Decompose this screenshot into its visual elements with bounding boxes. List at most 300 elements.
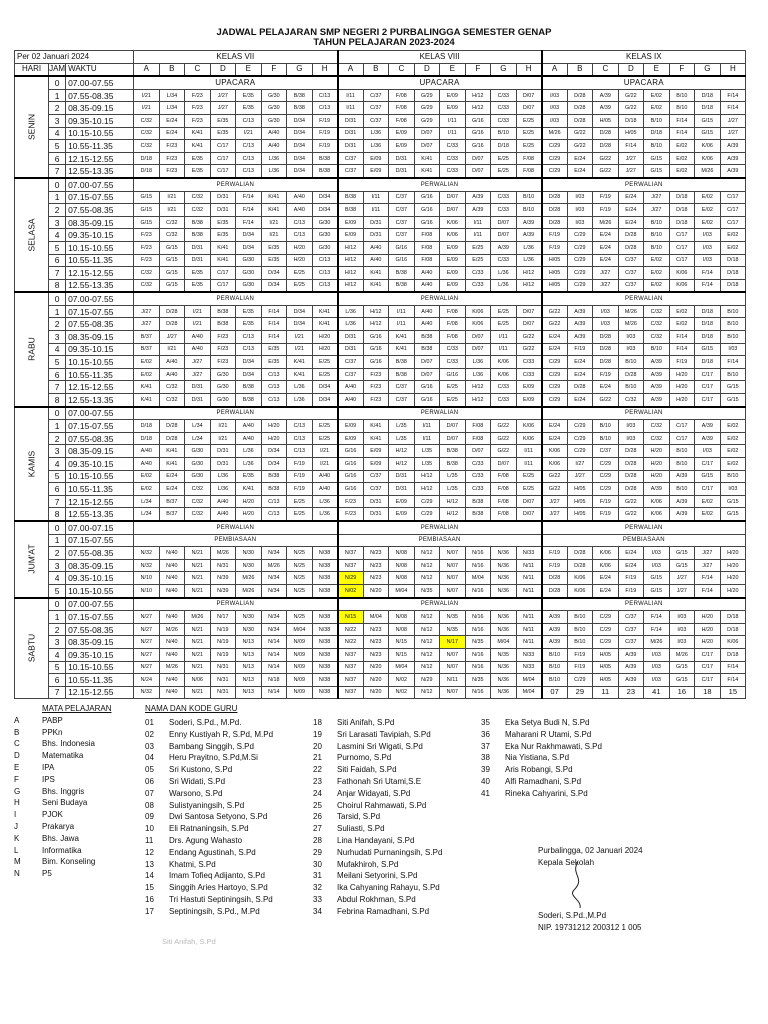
schedule-cell: N/40 [159,559,185,572]
schedule-cell: A/39 [491,241,517,254]
schedule-cell: N/21 [185,636,211,649]
schedule-cell: G/16 [414,381,440,394]
schedule-cell: N/34 [261,611,287,624]
schedule-cell: F/08 [389,102,415,115]
schedule-cell: N/36 [491,611,517,624]
schedule-cell: F/08 [491,470,517,483]
schedule-cell: F/08 [516,152,542,165]
teacher-entry [145,776,273,788]
schedule-cell: A/40 [261,127,287,140]
schedule-cell: G/22 [593,165,619,178]
jam-number: 7 [49,165,66,178]
time-slot: 07.00-07.15 [66,521,134,534]
schedule-cell: G/22 [516,343,542,356]
teacher-name: Fathonah Sri Utami,S.E [337,776,422,786]
teacher-name: Lina Handayani, S.Pd [337,835,415,845]
schedule-cell: N/08 [389,623,415,636]
teacher-name: Maharani R Utami, S.Pd [505,729,592,739]
schedule-cell: I/21 [261,216,287,229]
schedule-cell: N/35 [414,584,440,597]
schedule-cell: D/34 [236,241,262,254]
schedule-cell: E/35 [236,102,262,115]
schedule-cell: N/21 [185,661,211,674]
schedule-cell: N/14 [261,648,287,661]
schedule-cell: D/31 [338,331,364,344]
jam-number: 3 [49,114,66,127]
schedule-cell: A/39 [567,305,593,318]
schedule-cell: N/23 [363,559,389,572]
schedule-cell: K/06 [542,445,568,458]
schedule-cell: C/17 [210,165,236,178]
teacher-code: 07 [145,788,154,798]
schedule-cell: F/19 [312,127,338,140]
schedule-row [15,623,746,636]
schedule-cell: E/02 [695,495,721,508]
schedule-cell: N/23 [363,648,389,661]
signature-role: Kepala Sekolah [538,858,595,867]
schedule-row [15,165,746,178]
schedule-cell: C/13 [236,140,262,153]
jam-number: 4 [49,229,66,242]
schedule-cell: E/24 [593,584,619,597]
jam-number: 1 [49,611,66,624]
subject-code: D [14,751,20,761]
schedule-cell: N/13 [236,636,262,649]
schedule-cell: C/13 [287,420,313,433]
schedule-cell: C/13 [261,508,287,521]
schedule-cell: E/24 [593,572,619,585]
activity-label: PERWALIAN [134,521,338,534]
teacher-code: 12 [145,847,154,857]
schedule-cell: F/19 [542,547,568,560]
teacher-entry [313,729,442,741]
schedule-cell: D/18 [669,191,695,204]
subject-names-column [42,703,112,880]
schedule-cell: N/16 [465,661,491,674]
schedule-cell: G/15 [159,241,185,254]
schedule-row [15,521,746,534]
schedule-cell: N/15 [389,648,415,661]
teacher-code: 31 [313,871,322,881]
schedule-cell: C/37 [338,368,364,381]
teacher-code: 36 [481,729,490,739]
header-row-letters [15,63,746,76]
schedule-cell: F/14 [695,584,721,597]
schedule-cell: H/05 [593,114,619,127]
teacher-name: Alfi Ramadhani, S.Pd [505,776,582,786]
schedule-cell: E/35 [236,305,262,318]
activity-label: PERWALIAN [338,407,542,420]
schedule-cell: N/06 [185,674,211,687]
time-slot: 07.55-08.35 [66,89,134,102]
schedule-cell: N/25 [287,572,313,585]
schedule-cell: E/02 [720,420,746,433]
teacher-name: Siti Faidah, S.Pd [337,765,397,775]
schedule-cell: F/23 [338,508,364,521]
schedule-cell: E/35 [210,229,236,242]
schedule-cell: J/27 [567,470,593,483]
schedule-cell: N/09 [287,661,313,674]
schedule-cell: N/37 [338,661,364,674]
schedule-cell: K/06 [593,559,619,572]
schedule-cell: C/17 [695,661,721,674]
teacher-code: 25 [313,800,322,810]
jam-number: 7 [49,381,66,394]
schedule-cell: F/08 [389,114,415,127]
schedule-cell: E/25 [287,495,313,508]
schedule-cell: D/34 [261,458,287,471]
schedule-cell: E/02 [134,483,160,496]
schedule-cell: E/02 [644,279,670,292]
schedule-cell: C/29 [593,483,619,496]
schedule-cell: F/19 [618,584,644,597]
time-slot: 07.00-07.55 [66,76,134,89]
class-letter-header: F [669,63,695,76]
schedule-cell: N/29 [414,674,440,687]
teacher-name: Bambang Singgih, S.Pd [169,741,254,751]
schedule-cell: N/17 [210,611,236,624]
schedule-cell: C/37 [363,114,389,127]
schedule-cell: N/33 [516,648,542,661]
schedule-cell: F/19 [312,140,338,153]
schedule-row [15,584,746,597]
schedule-cell: F/14 [669,114,695,127]
schedule-cell: L/34 [185,432,211,445]
schedule-cell: B/10 [669,445,695,458]
teacher-code: 06 [145,776,154,786]
teacher-entry [481,776,602,788]
waktu-header: WAKTU [66,63,134,76]
schedule-cell: C/29 [567,420,593,433]
schedule-cell: I/03 [695,241,721,254]
schedule-cell: D/31 [389,470,415,483]
schedule-cell: L/36 [236,458,262,471]
schedule-cell: E/24 [618,216,644,229]
teacher-entry [313,870,442,882]
activity-label: PEMBIASAAN [134,534,338,547]
schedule-cell: B/10 [720,305,746,318]
schedule-cell: C/29 [542,152,568,165]
jam-number: 0 [49,178,66,191]
jam-number: 6 [49,254,66,267]
time-slot: 10.15-10.55 [66,127,134,140]
schedule-cell: L/34 [134,508,160,521]
schedule-cell: N/10 [134,572,160,585]
schedule-cell: N/07 [440,648,466,661]
schedule-cell: I/21 [287,331,313,344]
schedule-cell: C/29 [542,394,568,407]
jam-number: 1 [49,191,66,204]
teacher-code: 39 [481,765,490,775]
schedule-cell: K/41 [389,343,415,356]
teacher-name: Khatmi, S.Pd [169,859,216,869]
schedule-cell: B/37 [134,343,160,356]
schedule-cell: M/26 [542,127,568,140]
schedule-cell: G/29 [414,89,440,102]
schedule-cell: J/27 [593,267,619,280]
schedule-cell: I/11 [338,102,364,115]
schedule-cell: N/22 [338,623,364,636]
schedule-cell: F/23 [134,241,160,254]
schedule-cell: K/06 [669,279,695,292]
subject-name: Informatika [42,845,82,855]
schedule-cell: D/34 [312,394,338,407]
class-letter-header: A [542,63,568,76]
schedule-cell: A/39 [542,623,568,636]
schedule-cell: B/38 [389,368,415,381]
schedule-cell: N/22 [338,636,364,649]
schedule-cell: C/17 [669,254,695,267]
schedule-cell: K/06 [567,584,593,597]
schedule-cell: C/13 [261,495,287,508]
schedule-cell: D/31 [210,204,236,217]
schedule-cell: D/31 [185,241,211,254]
schedule-cell: E/02 [669,140,695,153]
schedule-cell: G/15 [720,381,746,394]
schedule-cell: E/09 [389,127,415,140]
schedule-cell: C/32 [134,267,160,280]
schedule-cell: B/10 [644,140,670,153]
schedule-cell: G/30 [210,368,236,381]
schedule-cell: C/33 [491,114,517,127]
schedule-cell: M/26 [261,559,287,572]
schedule-cell: E/24 [567,165,593,178]
schedule-cell: B/38 [465,495,491,508]
schedule-cell: B/10 [567,611,593,624]
schedule-cell: D/34 [236,229,262,242]
schedule-cell: A/40 [210,495,236,508]
time-slot: 09.35-10.15 [66,572,134,585]
schedule-cell: B/10 [644,229,670,242]
schedule-cell: C/32 [644,305,670,318]
schedule-cell: E/25 [516,114,542,127]
schedule-cell: G/16 [414,191,440,204]
subject-name: IPA [42,762,55,772]
schedule-cell: C/32 [159,216,185,229]
schedule-cell: D/34 [287,165,313,178]
schedule-cell: D/07 [414,127,440,140]
time-slot: 07.15-07.55 [66,305,134,318]
schedule-cell: I/11 [516,458,542,471]
schedule-row [15,102,746,115]
schedule-cell: C/33 [465,483,491,496]
schedule-row [15,229,746,242]
schedule-cell: E/09 [440,241,466,254]
schedule-cell: D/07 [516,89,542,102]
schedule-cell: B/10 [542,661,568,674]
activity-label: PERWALIAN [338,521,542,534]
schedule-cell: C/33 [491,102,517,115]
schedule-cell: I/11 [389,318,415,331]
schedule-cell: K/41 [312,318,338,331]
schedule-cell: G/30 [236,267,262,280]
schedule-cell: I/03 [644,547,670,560]
schedule-cell: D/28 [567,559,593,572]
schedule-cell: D/34 [261,267,287,280]
schedule-table [14,50,746,699]
schedule-cell: E/24 [567,152,593,165]
schedule-cell: A/40 [414,305,440,318]
schedule-cell: B/38 [312,165,338,178]
teacher-code: 05 [145,765,154,775]
activity-label: PERWALIAN [542,598,746,611]
schedule-cell: N/21 [185,648,211,661]
schedule-cell: N/25 [287,547,313,560]
schedule-cell: I/03 [593,318,619,331]
schedule-cell: H/05 [618,127,644,140]
jam-number: 2 [49,623,66,636]
schedule-cell: E/09 [363,445,389,458]
schedule-cell: N/13 [236,648,262,661]
schedule-cell: I/21 [185,305,211,318]
schedule-cell: C/32 [185,191,211,204]
teacher-entry [313,752,442,764]
schedule-cell: C/33 [491,191,517,204]
schedule-cell: D/31 [363,229,389,242]
schedule-cell: D/34 [261,445,287,458]
teacher-name: Siti Anifah, S.Pd [337,718,395,727]
schedule-cell: B/10 [593,420,619,433]
schedule-cell: G/15 [669,547,695,560]
schedule-cell: A/40 [261,140,287,153]
schedule-cell: D/34 [236,368,262,381]
schedule-cell: C/37 [363,470,389,483]
schedule-cell: E/24 [567,394,593,407]
schedule-cell: N/40 [159,636,185,649]
schedule-cell: F/08 [414,254,440,267]
jam-number: 5 [49,584,66,597]
schedule-cell: K/06 [644,495,670,508]
schedule-cell: E/35 [261,356,287,369]
schedule-cell: B/10 [644,343,670,356]
schedule-cell: D/28 [567,381,593,394]
schedule-cell: D/34 [287,318,313,331]
schedule-cell: D/18 [695,331,721,344]
teacher-entry [481,741,602,753]
time-slot: 09.35-10.15 [66,229,134,242]
schedule-cell: D/18 [720,648,746,661]
schedule-cell: G/15 [695,470,721,483]
schedule-cell: D/28 [618,241,644,254]
schedule-cell: E/35 [185,267,211,280]
schedule-row [15,204,746,217]
schedule-cell: A/39 [593,89,619,102]
schedule-cell: F/23 [210,343,236,356]
schedule-cell: K/06 [440,229,466,242]
schedule-cell: J/27 [618,152,644,165]
schedule-cell: N/17 [440,636,466,649]
schedule-cell: E/24 [593,229,619,242]
schedule-cell: C/17 [695,381,721,394]
time-slot: 07.55-08.35 [66,318,134,331]
jam-number: 4 [49,127,66,140]
schedule-cell: H/12 [516,267,542,280]
schedule-cell: N/38 [312,611,338,624]
jam-number: 1 [49,420,66,433]
schedule-cell: C/17 [695,674,721,687]
schedule-cell: L/36 [210,470,236,483]
schedule-cell: D/34 [312,204,338,217]
schedule-cell: N/12 [414,686,440,699]
time-slot: 08.35-09.15 [66,216,134,229]
jam-number: 5 [49,140,66,153]
day-label [15,521,49,598]
schedule-cell: G/22 [542,483,568,496]
schedule-cell: D/34 [312,381,338,394]
schedule-cell: D/28 [618,458,644,471]
schedule-cell: L/36 [516,241,542,254]
schedule-cell: E/09 [363,152,389,165]
schedule-cell: H/12 [338,279,364,292]
schedule-cell: N/11 [516,623,542,636]
schedule-cell: M/26 [159,623,185,636]
time-slot: 07.15-07.55 [66,191,134,204]
schedule-cell: B/38 [287,102,313,115]
schedule-cell: N/35 [465,674,491,687]
class-letter-header: D [210,63,236,76]
time-slot: 08.35-09.15 [66,102,134,115]
schedule-cell: F/23 [159,152,185,165]
schedule-cell: N/38 [312,674,338,687]
schedule-cell: E/09 [338,216,364,229]
class-letter-header: G [287,63,313,76]
jam-number: 5 [49,661,66,674]
schedule-cell: B/10 [644,241,670,254]
schedule-cell: B/10 [593,432,619,445]
schedule-cell: B/38 [440,458,466,471]
schedule-cell: H/05 [567,483,593,496]
schedule-cell: N/40 [159,572,185,585]
teacher-entry [481,717,602,729]
schedule-cell: A/40 [312,483,338,496]
schedule-cell: F/19 [567,343,593,356]
schedule-cell: N/33 [516,661,542,674]
schedule-cell: C/13 [236,343,262,356]
schedule-cell: G/29 [414,114,440,127]
teacher-code: 19 [313,729,322,739]
schedule-cell: F/19 [567,661,593,674]
schedule-cell: F/14 [720,102,746,115]
activity-label: PERWALIAN [542,521,746,534]
schedule-cell: N/40 [159,648,185,661]
schedule-cell: D/18 [695,89,721,102]
schedule-row [15,547,746,560]
schedule-cell: I/03 [593,305,619,318]
teacher-entry [313,823,442,835]
subject-code: K [14,833,20,843]
schedule-cell: H/05 [593,648,619,661]
schedule-cell: C/13 [287,216,313,229]
schedule-cell: N/35 [465,636,491,649]
schedule-cell: K/41 [287,356,313,369]
schedule-cell: G/30 [210,381,236,394]
schedule-cell: I/03 [542,102,568,115]
schedule-cell: G/15 [695,127,721,140]
schedule-cell: I/27 [567,458,593,471]
schedule-cell: A/39 [618,648,644,661]
schedule-cell: K/41 [185,127,211,140]
time-slot: 09.35-10.15 [66,343,134,356]
schedule-cell: K/06 [440,216,466,229]
teacher-name: Imam Tofieq Adijanto, S.Pd [169,871,265,881]
class-letter-header: E [644,63,670,76]
schedule-cell: L/36 [491,279,517,292]
time-slot: 12.55-13.35 [66,165,134,178]
schedule-cell: L/35 [440,470,466,483]
schedule-cell: G/22 [618,89,644,102]
schedule-cell: B/38 [389,267,415,280]
teacher-code: 33 [313,894,322,904]
